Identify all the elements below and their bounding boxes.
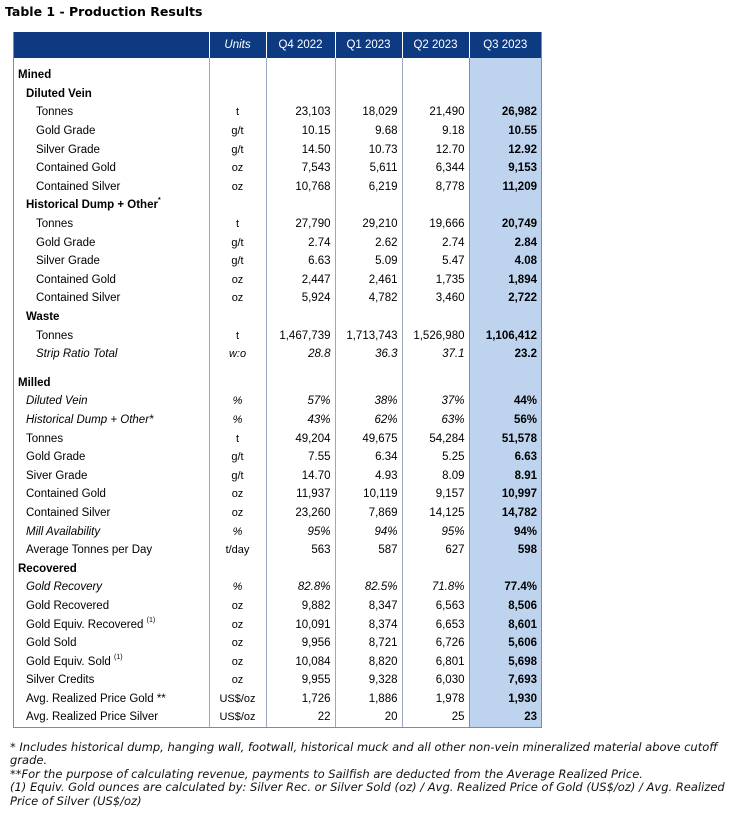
value-q3-2023: 23.2 <box>469 345 541 364</box>
table-row <box>14 690 541 709</box>
unit-cell: g/t <box>209 252 266 271</box>
value-q3-2023: 94% <box>469 522 541 541</box>
value-q3-2023: 9,153 <box>469 159 541 178</box>
row-label <box>14 634 209 653</box>
row-label-text: Tonnes <box>36 106 74 119</box>
header-q3-2023: Q3 2023 <box>469 32 541 58</box>
unit-cell: g/t <box>209 448 266 467</box>
table-caption: Table 1 - Production Results <box>5 4 203 19</box>
row-label <box>14 541 209 560</box>
value-q2-2023: 12.70 <box>402 140 469 159</box>
row-label-text: Gold Recovery <box>26 581 103 594</box>
unit-cell: oz <box>209 504 266 523</box>
value-q1-2023: 8,347 <box>335 597 402 616</box>
table-row <box>14 326 541 345</box>
value-q3-2023: 1,106,412 <box>469 326 541 345</box>
production-results-table <box>13 32 542 728</box>
value-q4-2022: 57% <box>266 392 335 411</box>
value-q1-2023: 8,374 <box>335 615 402 634</box>
row-label <box>14 690 209 709</box>
table-row <box>14 252 541 271</box>
value-q1-2023: 20 <box>335 708 402 727</box>
row-label <box>14 522 209 541</box>
unit-cell: oz <box>209 615 266 634</box>
table-row <box>14 578 541 597</box>
row-label <box>14 289 209 308</box>
value-q3-2023: 6.63 <box>469 448 541 467</box>
row-label <box>14 504 209 523</box>
unit-cell: oz <box>209 178 266 197</box>
value-q2-2023: 627 <box>402 541 469 560</box>
row-label-text: Contained Gold <box>36 273 116 286</box>
value-q2-2023: 1,526,980 <box>402 326 469 345</box>
value-q3-2023: 12.92 <box>469 140 541 159</box>
table-row <box>14 215 541 234</box>
value-q4-2022: 28.8 <box>266 345 335 364</box>
value-q2-2023: 19,666 <box>402 215 469 234</box>
unit-cell: oz <box>209 485 266 504</box>
unit-cell: oz <box>209 652 266 671</box>
row-label <box>14 103 209 122</box>
value-q1-2023: 9.68 <box>335 122 402 141</box>
section-label: Mined <box>18 69 52 82</box>
row-label-text: Avg. Realized Price Silver <box>26 711 159 724</box>
unit-cell: t <box>209 103 266 122</box>
value-q1-2023: 4.93 <box>335 466 402 485</box>
table-row <box>14 345 541 364</box>
value-q2-2023: 5.25 <box>402 448 469 467</box>
row-label-text: Mill Availability <box>26 525 101 538</box>
value-q2-2023: 71.8% <box>402 578 469 597</box>
row-label <box>14 345 209 364</box>
row-label <box>14 411 209 430</box>
value-q3-2023: 1,930 <box>469 690 541 709</box>
unit-cell: oz <box>209 159 266 178</box>
value-q2-2023: 25 <box>402 708 469 727</box>
unit-cell: t <box>209 215 266 234</box>
value-q2-2023: 14,125 <box>402 504 469 523</box>
value-q1-2023: 18,029 <box>335 103 402 122</box>
row-label-text: Gold Recovered <box>26 599 110 612</box>
row-label <box>14 233 209 252</box>
value-q2-2023: 2.74 <box>402 233 469 252</box>
value-q2-2023: 6,801 <box>402 652 469 671</box>
section-recovered <box>14 559 541 578</box>
value-q2-2023: 54,284 <box>402 429 469 448</box>
unit-cell: g/t <box>209 233 266 252</box>
row-label-text: Gold Grade <box>36 236 96 249</box>
unit-cell: oz <box>209 634 266 653</box>
value-q1-2023: 94% <box>335 522 402 541</box>
table-row <box>14 615 541 634</box>
row-label <box>14 429 209 448</box>
value-q1-2023: 5,611 <box>335 159 402 178</box>
row-label-text: Gold Grade <box>26 451 86 464</box>
table-row <box>14 485 541 504</box>
unit-cell: US$/oz <box>209 690 266 709</box>
footnote-ref: (1) <box>146 616 156 624</box>
row-label-text: Gold Sold <box>26 637 77 650</box>
section-waste <box>14 308 541 327</box>
value-q3-2023: 20,749 <box>469 215 541 234</box>
unit-cell: % <box>209 522 266 541</box>
row-label-text: Contained Silver <box>36 180 121 193</box>
table-row <box>14 504 541 523</box>
value-q2-2023: 9,157 <box>402 485 469 504</box>
value-q1-2023: 9,328 <box>335 671 402 690</box>
table-row <box>14 466 541 485</box>
section-mined <box>14 66 541 85</box>
value-q3-2023: 2,722 <box>469 289 541 308</box>
row-label-text: Silver Grade <box>36 255 100 268</box>
row-label <box>14 578 209 597</box>
value-q3-2023: 8,601 <box>469 615 541 634</box>
value-q4-2022: 7.55 <box>266 448 335 467</box>
value-q3-2023: 26,982 <box>469 103 541 122</box>
value-q2-2023: 8,778 <box>402 178 469 197</box>
unit-cell: g/t <box>209 140 266 159</box>
table-row <box>14 411 541 430</box>
section-historical-dump <box>14 196 541 215</box>
value-q4-2022: 11,937 <box>266 485 335 504</box>
value-q1-2023: 7,869 <box>335 504 402 523</box>
section-label: Recovered <box>18 562 77 575</box>
value-q2-2023: 6,653 <box>402 615 469 634</box>
value-q2-2023: 63% <box>402 411 469 430</box>
unit-cell: % <box>209 392 266 411</box>
value-q3-2023: 51,578 <box>469 429 541 448</box>
footnote-mark: * <box>157 197 161 205</box>
unit-cell: oz <box>209 597 266 616</box>
value-q4-2022: 10,091 <box>266 615 335 634</box>
value-q1-2023: 10,119 <box>335 485 402 504</box>
value-q4-2022: 43% <box>266 411 335 430</box>
unit-cell: w:o <box>209 345 266 364</box>
value-q1-2023: 8,721 <box>335 634 402 653</box>
unit-cell: % <box>209 578 266 597</box>
value-q4-2022: 6.63 <box>266 252 335 271</box>
value-q3-2023: 8.91 <box>469 466 541 485</box>
footnote-2: **For the purpose of calculating revenue, payments to Sailfish are deducted from the Average Realized Price. <box>10 766 643 781</box>
value-q3-2023: 56% <box>469 411 541 430</box>
header-units: Units <box>209 32 266 58</box>
row-label <box>14 271 209 290</box>
footnotes <box>10 741 730 808</box>
table-row <box>14 597 541 616</box>
section-label-text: Historical Dump + Other <box>26 199 158 212</box>
value-q2-2023: 8.09 <box>402 466 469 485</box>
value-q1-2023: 10.73 <box>335 140 402 159</box>
unit-cell: t <box>209 326 266 345</box>
value-q1-2023: 29,210 <box>335 215 402 234</box>
value-q4-2022: 49,204 <box>266 429 335 448</box>
value-q1-2023: 5.09 <box>335 252 402 271</box>
value-q4-2022: 563 <box>266 541 335 560</box>
value-q4-2022: 9,955 <box>266 671 335 690</box>
value-q4-2022: 23,103 <box>266 103 335 122</box>
row-label-text: Average Tonnes per Day <box>26 544 153 557</box>
value-q1-2023: 62% <box>335 411 402 430</box>
value-q4-2022: 2,447 <box>266 271 335 290</box>
value-q4-2022: 95% <box>266 522 335 541</box>
value-q3-2023: 14,782 <box>469 504 541 523</box>
row-label <box>14 652 209 671</box>
value-q4-2022: 7,543 <box>266 159 335 178</box>
row-label-text: Contained Gold <box>36 162 116 175</box>
row-label-text: Contained Silver <box>36 292 121 305</box>
section-label <box>14 196 209 215</box>
value-q3-2023: 2.84 <box>469 233 541 252</box>
table-row <box>14 140 541 159</box>
row-label <box>14 140 209 159</box>
table-row <box>14 289 541 308</box>
value-q1-2023: 8,820 <box>335 652 402 671</box>
row-label <box>14 122 209 141</box>
value-q4-2022: 5,924 <box>266 289 335 308</box>
value-q4-2022: 1,726 <box>266 690 335 709</box>
value-q3-2023: 5,698 <box>469 652 541 671</box>
value-q2-2023: 95% <box>402 522 469 541</box>
footnote-1: * Includes historical dump, hanging wall, footwall, historical muck and all other non-vein mineralized material above cutoff grade. <box>10 740 718 768</box>
value-q1-2023: 36.3 <box>335 345 402 364</box>
row-label-text: Gold Equiv. Recovered <box>26 618 144 631</box>
section-diluted-vein <box>14 85 541 104</box>
value-q2-2023: 37.1 <box>402 345 469 364</box>
table-row <box>14 233 541 252</box>
value-q3-2023: 598 <box>469 541 541 560</box>
row-label-text: Tonnes <box>26 432 64 445</box>
header-row <box>14 32 541 58</box>
value-q3-2023: 5,606 <box>469 634 541 653</box>
unit-cell: oz <box>209 671 266 690</box>
table-row <box>14 652 541 671</box>
header-q2-2023: Q2 2023 <box>402 32 469 58</box>
value-q1-2023: 82.5% <box>335 578 402 597</box>
row-label <box>14 615 209 634</box>
value-q3-2023: 44% <box>469 392 541 411</box>
table-row <box>14 448 541 467</box>
value-q1-2023: 6,219 <box>335 178 402 197</box>
value-q1-2023: 1,713,743 <box>335 326 402 345</box>
value-q4-2022: 1,467,739 <box>266 326 335 345</box>
value-q3-2023: 7,693 <box>469 671 541 690</box>
value-q3-2023: 10,997 <box>469 485 541 504</box>
row-label <box>14 671 209 690</box>
header-blank <box>14 32 209 58</box>
value-q4-2022: 9,956 <box>266 634 335 653</box>
table-row <box>14 122 541 141</box>
footnote-ref: (1) <box>114 653 123 661</box>
row-label <box>14 178 209 197</box>
value-q4-2022: 10,084 <box>266 652 335 671</box>
unit-cell: g/t <box>209 122 266 141</box>
unit-cell: US$/oz <box>209 708 266 727</box>
value-q2-2023: 9.18 <box>402 122 469 141</box>
section-label: Milled <box>18 376 51 389</box>
table-row <box>14 708 541 727</box>
row-label-text: Silver Grade <box>36 143 100 156</box>
unit-cell: t/day <box>209 541 266 560</box>
table-row <box>14 103 541 122</box>
row-label <box>14 597 209 616</box>
table-row <box>14 271 541 290</box>
value-q1-2023: 2.62 <box>335 233 402 252</box>
table-row <box>14 522 541 541</box>
unit-cell: % <box>209 411 266 430</box>
value-q1-2023: 49,675 <box>335 429 402 448</box>
row-label-text: Tonnes <box>36 218 74 231</box>
value-q2-2023: 6,344 <box>402 159 469 178</box>
value-q3-2023: 1,894 <box>469 271 541 290</box>
row-label <box>14 392 209 411</box>
table-row <box>14 178 541 197</box>
section-milled <box>14 374 541 393</box>
table-row <box>14 392 541 411</box>
unit-cell: g/t <box>209 466 266 485</box>
value-q2-2023: 6,563 <box>402 597 469 616</box>
section-label: Diluted Vein <box>26 87 92 100</box>
value-q2-2023: 21,490 <box>402 103 469 122</box>
row-label-text: Gold Grade <box>36 125 96 138</box>
value-q2-2023: 3,460 <box>402 289 469 308</box>
value-q1-2023: 1,886 <box>335 690 402 709</box>
value-q4-2022: 14.50 <box>266 140 335 159</box>
row-label-text: Avg. Realized Price Gold ** <box>26 692 166 705</box>
value-q1-2023: 587 <box>335 541 402 560</box>
table-row <box>14 429 541 448</box>
row-label <box>14 466 209 485</box>
value-q3-2023: 4.08 <box>469 252 541 271</box>
row-label-text: Siver Grade <box>26 469 88 482</box>
value-q2-2023: 6,030 <box>402 671 469 690</box>
row-label-text: Silver Credits <box>26 674 95 687</box>
row-label <box>14 448 209 467</box>
row-label <box>14 708 209 727</box>
row-label <box>14 326 209 345</box>
value-q3-2023: 8,506 <box>469 597 541 616</box>
value-q3-2023: 11,209 <box>469 178 541 197</box>
table-row <box>14 671 541 690</box>
value-q1-2023: 2,461 <box>335 271 402 290</box>
row-label-text: Strip Ratio Total <box>36 348 118 361</box>
value-q1-2023: 4,782 <box>335 289 402 308</box>
section-label: Waste <box>26 311 60 324</box>
value-q1-2023: 6.34 <box>335 448 402 467</box>
header-q4-2022: Q4 2022 <box>266 32 335 58</box>
unit-cell: oz <box>209 271 266 290</box>
table-row <box>14 541 541 560</box>
value-q4-2022: 10.15 <box>266 122 335 141</box>
value-q3-2023: 10.55 <box>469 122 541 141</box>
value-q4-2022: 14.70 <box>266 466 335 485</box>
value-q4-2022: 9,882 <box>266 597 335 616</box>
row-label <box>14 159 209 178</box>
value-q2-2023: 5.47 <box>402 252 469 271</box>
row-label-text: Diluted Vein <box>26 395 88 408</box>
value-q2-2023: 6,726 <box>402 634 469 653</box>
row-label-text: Contained Gold <box>26 488 106 501</box>
row-label-text: Tonnes <box>36 329 74 342</box>
value-q4-2022: 10,768 <box>266 178 335 197</box>
value-q4-2022: 2.74 <box>266 233 335 252</box>
value-q2-2023: 1,735 <box>402 271 469 290</box>
unit-cell: t <box>209 429 266 448</box>
value-q4-2022: 23,260 <box>266 504 335 523</box>
value-q4-2022: 82.8% <box>266 578 335 597</box>
table-row <box>14 159 541 178</box>
row-label-text: Gold Equiv. Sold <box>26 655 111 668</box>
row-label <box>14 215 209 234</box>
footnote-3: (1) Equiv. Gold ounces are calculated by: Silver Rec. or Silver Sold (oz) / Avg. Realized Price of Gold (US$/oz) / Avg. Realized Price of Silver (US$/oz) <box>10 780 725 808</box>
unit-cell: oz <box>209 289 266 308</box>
value-q3-2023: 77.4% <box>469 578 541 597</box>
value-q4-2022: 27,790 <box>266 215 335 234</box>
table-row <box>14 634 541 653</box>
value-q4-2022: 22 <box>266 708 335 727</box>
row-label <box>14 252 209 271</box>
value-q1-2023: 38% <box>335 392 402 411</box>
value-q2-2023: 1,978 <box>402 690 469 709</box>
row-label-text: Contained Silver <box>26 506 111 519</box>
row-label <box>14 485 209 504</box>
value-q3-2023: 23 <box>469 708 541 727</box>
row-label-text: Historical Dump + Other* <box>26 413 154 426</box>
header-q1-2023: Q1 2023 <box>335 32 402 58</box>
value-q2-2023: 37% <box>402 392 469 411</box>
